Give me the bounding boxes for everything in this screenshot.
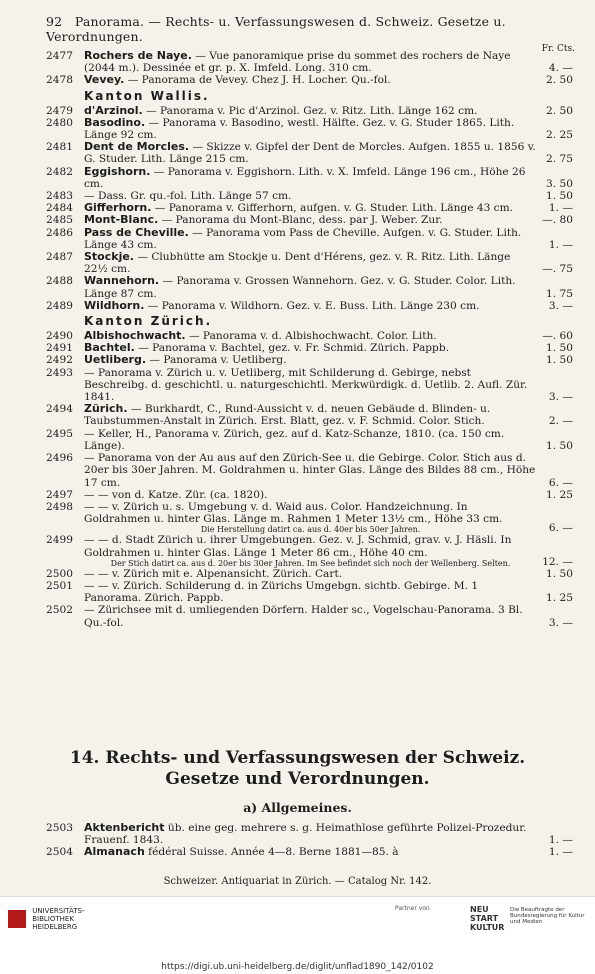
entry-text: — Keller, H., Panorama v. Zürich, gez. auf d. Katz-Schanze, 1810. (ca. 150 cm. Länge). <box>84 427 505 452</box>
uni-line-2: BIBLIOTHEK <box>32 915 74 923</box>
entry-number: 2489 <box>46 299 73 312</box>
entry-price: 2. 50 <box>546 104 573 117</box>
entry-number: 2477 <box>46 50 73 62</box>
entry-text: — — v. Zürich. Schilderung d. in Zürichs Umgebgn. sichtb. Gebirge. M. 1 Panorama. Zürich. Pappb. <box>84 579 479 605</box>
neustart-line-1: NEU <box>470 905 489 914</box>
entry-text: — Dass. Gr. qu.-fol. Lith. Länge 57 cm. <box>84 190 292 203</box>
entry-number: 2495 <box>46 427 73 440</box>
entry-price: 1. 50 <box>546 342 573 355</box>
entry-keyword: Vevey. <box>84 73 125 87</box>
catalog-entry <box>0 452 595 489</box>
logo-bar <box>0 896 595 961</box>
entry-keyword: Rochers de Naye. <box>84 49 192 62</box>
entry-text: — Clubhütte am Stockje u. Dent d'Hérens, gez. v. R. Ritz. Lith. Länge 22½ cm. <box>84 251 511 276</box>
catalog-entry <box>0 141 595 165</box>
entry-keyword: Bachtel. <box>84 341 135 355</box>
catalog-entry <box>0 534 595 567</box>
catalog-entry <box>0 275 595 299</box>
catalog-entry <box>0 354 595 366</box>
catalog-entry <box>0 846 595 858</box>
entry-number: 2501 <box>46 579 73 592</box>
entry-number: 2499 <box>46 534 73 547</box>
entry-number: 2493 <box>46 366 73 379</box>
page-number: 92 <box>46 14 63 29</box>
entry-number: 2488 <box>46 275 73 288</box>
entry-list-2 <box>0 822 595 859</box>
entry-body <box>84 141 537 165</box>
entry-text: — — von d. Katze. Zür. (ca. 1820). <box>84 488 268 501</box>
entry-list <box>0 50 595 629</box>
entry-number: 2496 <box>46 452 73 465</box>
entry-note: Die Herstellung datirt ca. aus d. 40er bis 50er Jahren. <box>200 525 421 535</box>
entry-keyword: Mont-Blanc. <box>84 213 159 227</box>
entry-body <box>84 300 537 312</box>
entry-text: — Panorama v. Zürich u. v. Uetliberg, mit Schilderung d. Gebirge, nebst Beschreibg. d. geschichtl. u. naturgeschichtl. Merkwürdigk. d. Uetlib. 2. Aufl. Zür. 1841. <box>84 366 528 404</box>
entry-number: 2484 <box>46 202 73 215</box>
entry-number: 2504 <box>46 846 73 859</box>
price-column-header: Fr. Cts. <box>541 44 575 54</box>
entry-text: — Panorama v. Uetliberg. <box>146 354 287 367</box>
entry-body <box>84 534 537 558</box>
entry-body <box>84 452 537 489</box>
entry-price: 3. — <box>548 616 573 629</box>
entry-number: 2479 <box>46 104 73 117</box>
entry-text: — Panorama de Vevey. Chez J. H. Locher. Qu.-fol. <box>124 74 391 87</box>
entry-number: 2490 <box>46 330 73 343</box>
entry-keyword: d'Arzinol. <box>84 103 143 117</box>
entry-number: 2492 <box>46 354 73 367</box>
entry-keyword: Gifferhorn. <box>84 201 152 215</box>
catalog-entry <box>0 501 595 534</box>
entry-number: 2483 <box>46 190 73 203</box>
entry-text: — Panorama du Mont-Blanc, dess. par J. Weber. Zur. <box>158 214 443 227</box>
entry-body <box>84 117 537 141</box>
catalog-entry <box>0 489 595 501</box>
section-title-line-2: Gesetze und Verordnungen. <box>165 769 430 789</box>
entry-text: — — d. Stadt Zürich u. ihrer Umgebungen. Gez. v. J. Schmid, grav. v. J. Häsli. In Goldrahmen u. hinter Glas. Länge 1 Meter 86 cm., Höhe 40 cm. <box>84 534 512 559</box>
entry-price: 3. — <box>548 391 573 404</box>
catalog-entry <box>0 166 595 190</box>
entry-body <box>84 367 537 404</box>
entry-price: 4. — <box>548 62 573 75</box>
university-library-logo[interactable] <box>8 907 84 931</box>
catalog-entry <box>0 117 595 141</box>
catalog-entry <box>0 227 595 251</box>
entry-price: 12. — <box>542 555 573 568</box>
entry-body <box>84 74 537 86</box>
neustart-line-3: KULTUR <box>470 923 505 932</box>
entry-number: 2503 <box>46 822 73 834</box>
entry-keyword: Uetliberg. <box>84 353 147 367</box>
entry-body <box>84 604 537 628</box>
catalog-entry <box>0 580 595 604</box>
catalog-entry <box>0 74 595 86</box>
entry-price: 6. — <box>548 522 573 535</box>
entry-number: 2481 <box>46 141 73 154</box>
entry-text: — Panorama v. Gifferhorn, aufgen. v. G. Studer. Lith. Länge 43 cm. <box>151 202 514 215</box>
entry-body <box>84 568 537 580</box>
entry-price: 6. — <box>548 476 573 489</box>
running-title: Panorama. — Rechts- u. Verfassungswesen d. Schweiz. Gesetze u. Verordnungen. <box>46 14 506 44</box>
entry-keyword: Albishochwacht. <box>84 329 186 343</box>
catalog-entry <box>0 403 595 427</box>
catalog-entry <box>0 50 595 74</box>
catalog-entry <box>0 428 595 452</box>
entry-price: —. 80 <box>542 214 573 227</box>
entry-price: 3. — <box>548 299 573 312</box>
entry-body <box>84 227 537 251</box>
entry-text: — Vue panoramique prise du sommet des rochers de Naye (2044 m.). Dessinée et gr. p. X. Imfeld. Long. 310 cm. <box>84 50 511 75</box>
entry-number: 2498 <box>46 500 73 513</box>
entry-number: 2487 <box>46 251 73 264</box>
entry-price: 1. 25 <box>546 592 573 605</box>
catalog-entry <box>0 568 595 580</box>
entry-keyword: Stockje. <box>84 250 134 264</box>
entry-keyword: Basodino. <box>84 115 146 129</box>
url-bar[interactable]: https://digi.ub.uni-heidelberg.de/diglit/unflad1890_142/0102 <box>0 960 595 974</box>
entry-price: 2. 50 <box>546 74 573 87</box>
entry-body <box>84 251 537 275</box>
entry-number: 2500 <box>46 567 73 580</box>
entry-price: 1. — <box>548 846 573 859</box>
entry-body <box>84 822 537 846</box>
partner-logo[interactable] <box>395 905 430 912</box>
bund-text: Die Beauftragte der Bundesregierung für Kultur und Medien <box>510 907 585 925</box>
neustart-line-2: START <box>470 914 499 923</box>
catalog-entry <box>0 367 595 404</box>
partner-label: Partner von <box>395 905 430 912</box>
entry-price: 1. 50 <box>546 439 573 452</box>
entry-price: 1. 50 <box>546 190 573 203</box>
entry-text: — — v. Zürich u. s. Umgebung v. d. Waid aus. Color. Handzeichnung. In Goldrahmen u. hinter Glas. Länge m. Rahmen 1 Meter 13½ cm., Höhe 33 cm. <box>84 500 503 526</box>
entry-number: 2502 <box>46 604 73 617</box>
entry-keyword: Dent de Morcles. <box>84 140 190 154</box>
entry-keyword: Wildhorn. <box>84 298 145 312</box>
catalog-entry <box>0 604 595 628</box>
entry-body <box>84 846 537 858</box>
entry-body <box>84 489 537 501</box>
federal-government-logo[interactable] <box>510 907 590 925</box>
entry-number: 2482 <box>46 165 73 178</box>
entry-text: — Panorama v. Wildhorn. Gez. v. E. Buss. Lith. Länge 230 cm. <box>144 299 480 312</box>
entry-text: — Panorama von der Au aus auf den Zürich-See u. die Gebirge. Color. Stich aus d. 20er bis 30er Jahren. M. Goldrahmen u. hinter Glas. Länge des Bildes 88 cm., Höhe 17 cm. <box>84 452 536 489</box>
entry-keyword: Zürich. <box>84 402 128 416</box>
uni-line-3: HEIDELBERG <box>32 923 78 931</box>
entry-text: — Panorama vom Pass de Cheville. Aufgen. v. G. Studer. Lith. Länge 43 cm. <box>84 226 522 251</box>
entry-price: —. 60 <box>542 330 573 343</box>
entry-note: Der Stich datirt ca. aus d. 20er bis 30er Jahren. Im See befindet sich noch der Wellenberg. Selten. <box>110 558 511 568</box>
entry-body <box>84 166 537 190</box>
library-seal-icon <box>8 910 26 928</box>
page-footer: Schweizer. Antiquariat in Zürich. — Catalog Nr. 142. <box>163 876 432 887</box>
entry-price: 1. 75 <box>546 287 573 300</box>
entry-body <box>84 580 537 604</box>
entry-text: — Skizze v. Gipfel der Dent de Morcles. Aufgen. 1855 u. 1856 v. G. Studer. Lith. Länge 215 cm. <box>84 141 536 166</box>
entry-text: — — v. Zürich mit e. Alpenansicht. Zürich. Cart. <box>84 567 343 580</box>
entry-number: 2480 <box>46 116 73 129</box>
entry-text: — Panorama v. Pic d'Arzinol. Gez. v. Ritz. Lith. Länge 162 cm. <box>142 104 478 117</box>
entry-keyword: Aktenbericht <box>84 821 165 834</box>
entry-body <box>84 403 537 427</box>
catalog-entry <box>0 822 595 846</box>
entry-price: 1. — <box>548 834 573 847</box>
entry-price: 2. 25 <box>546 129 573 142</box>
region-heading: Kanton Zürich. <box>84 314 213 329</box>
region-heading: Kanton Wallis. <box>84 88 210 103</box>
entry-body <box>84 50 537 74</box>
entry-price: 1. — <box>548 238 573 251</box>
entry-number: 2478 <box>46 74 73 87</box>
entry-body <box>84 501 537 525</box>
entry-keyword: Wannehorn. <box>84 274 160 288</box>
entry-price: 1. — <box>548 202 573 215</box>
entry-number: 2497 <box>46 488 73 501</box>
entry-price: 2. 75 <box>546 153 573 166</box>
entry-body <box>84 330 537 342</box>
entry-body <box>84 354 537 366</box>
entry-price: 1. 50 <box>546 567 573 580</box>
entry-keyword: Eggishorn. <box>84 164 151 178</box>
section-title-line-1: 14. Rechts- und Verfassungswesen der Schweiz. <box>69 748 526 768</box>
entry-number: 2486 <box>46 226 73 239</box>
entry-text: — Panorama v. Grossen Wannehorn. Gez. v. G. Studer. Color. Lith. Länge 87 cm. <box>84 275 516 300</box>
entry-text: fédéral Suisse. Année 4—8. Berne 1881—85. à <box>144 846 399 859</box>
catalog-entry <box>0 300 595 312</box>
entry-number: 2485 <box>46 214 73 227</box>
section-title <box>0 748 595 790</box>
entry-price: 1. 25 <box>546 488 573 501</box>
entry-text: — Burkhardt, C., Rund-Aussicht v. d. neuen Gebäude d. Blinden- u. Taubstummen-Anstalt in Zürich. Erst. Blatt, gez. v. F. Schmid. Color. Stich. <box>84 403 491 428</box>
entry-text: — Panorama v. Bachtel, gez. v. Fr. Schmid. Zürich. Pappb. <box>134 342 449 355</box>
uni-line-1: UNIVERSITÄTS- <box>32 907 85 915</box>
entry-price: 3. 50 <box>546 177 573 190</box>
entry-keyword: Pass de Cheville. <box>84 225 189 239</box>
entry-text: — Panorama v. Basodino, westl. Hälfte. Gez. v. G. Studer 1865. Lith. Länge 92 cm. <box>84 116 515 142</box>
section-subtitle: a) Allgemeines. <box>243 800 352 815</box>
entry-text: — Panorama v. Eggishorn. Lith. v. X. Imfeld. Länge 196 cm., Höhe 26 cm. <box>84 165 526 190</box>
neustart-kultur-logo[interactable] <box>470 905 504 932</box>
entry-text: — Zürichsee mit d. umliegenden Dörfern. Halder sc., Vogelschau-Panorama. 3 Bl. Qu.-fol. <box>84 604 523 629</box>
entry-price: —. 75 <box>542 263 573 276</box>
entry-body <box>84 105 537 117</box>
entry-price: 1. 50 <box>546 354 573 367</box>
entry-body <box>84 275 537 299</box>
entry-number: 2494 <box>46 403 73 416</box>
entry-price: 2. — <box>548 415 573 428</box>
entry-body <box>84 190 537 202</box>
entry-keyword: Almanach <box>84 845 145 859</box>
entry-body <box>84 342 537 354</box>
entry-body <box>84 428 537 452</box>
entry-text: üb. eine geg. mehrere s. g. Heimathlose geführte Polizei-Prozedur. Frauenf. 1843. <box>84 822 527 847</box>
entry-number: 2491 <box>46 342 73 355</box>
page-header <box>46 14 595 44</box>
catalog-entry <box>0 251 595 275</box>
entry-text: — Panorama v. d. Albishochwacht. Color. Lith. <box>185 330 437 343</box>
